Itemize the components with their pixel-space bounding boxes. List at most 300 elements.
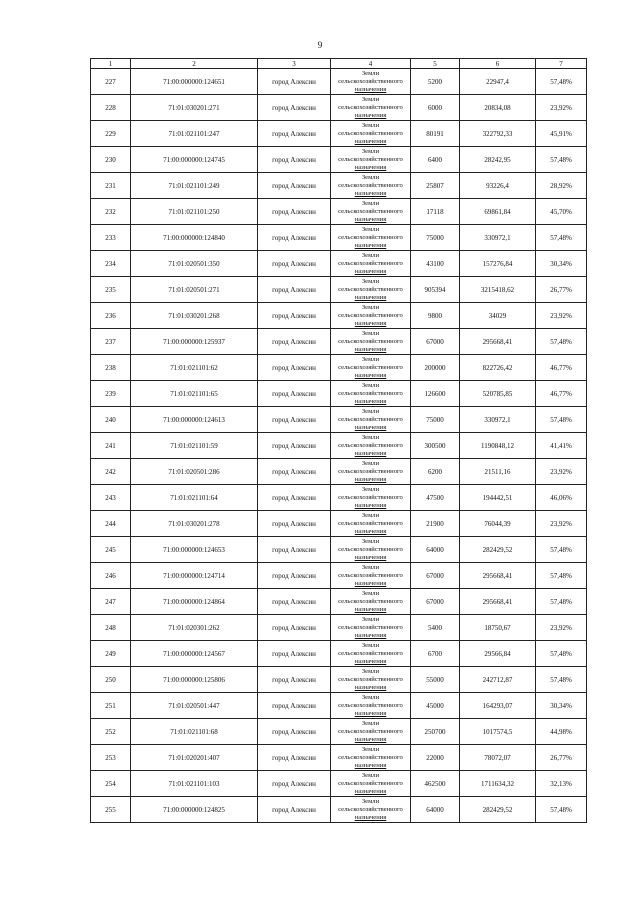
table-row	[91, 251, 587, 277]
purpose-line: Земли	[361, 147, 380, 155]
purpose-line: Земли	[361, 277, 380, 285]
purpose-line: назначения	[354, 657, 387, 665]
purpose-line: сельскохозяйственного	[338, 753, 403, 761]
cadastral-value-cell: 282429,52	[460, 797, 536, 823]
percent-cell: 46,06%	[536, 485, 587, 511]
cadastral-number-cell: 71:01:021101:62	[131, 355, 258, 381]
purpose-line: Земли	[361, 719, 380, 727]
cadastral-number-cell: 71:01:020501:447	[131, 693, 258, 719]
row-number-cell: 233	[91, 225, 131, 251]
cadastral-number-cell: 71:01:030201:278	[131, 511, 258, 537]
cadastral-number-cell: 71:01:030201:268	[131, 303, 258, 329]
cadastral-number-cell: 71:00:000000:125806	[131, 667, 258, 693]
row-number-cell: 243	[91, 485, 131, 511]
purpose-line: сельскохозяйственного	[338, 207, 403, 215]
purpose-cell	[331, 589, 411, 615]
location-cell: город Алексин	[258, 511, 331, 537]
row-number-cell: 227	[91, 69, 131, 95]
purpose-line: Земли	[361, 511, 380, 519]
purpose-line: Земли	[361, 355, 380, 363]
column-header: 6	[460, 59, 536, 69]
table-row	[91, 719, 587, 745]
purpose-line: Земли	[361, 745, 380, 753]
purpose-line: Земли	[361, 693, 380, 701]
table-row	[91, 667, 587, 693]
purpose-line: назначения	[354, 787, 387, 795]
purpose-line: Земли	[361, 563, 380, 571]
purpose-cell	[331, 459, 411, 485]
percent-cell: 46,77%	[536, 381, 587, 407]
purpose-line: Земли	[361, 303, 380, 311]
cadastral-value-cell: 1190848,12	[460, 433, 536, 459]
purpose-line: сельскохозяйственного	[338, 415, 403, 423]
cadastral-value-cell: 1711634,32	[460, 771, 536, 797]
location-cell: город Алексин	[258, 667, 331, 693]
purpose-cell	[331, 485, 411, 511]
purpose-line: сельскохозяйственного	[338, 363, 403, 371]
row-number-cell: 253	[91, 745, 131, 771]
purpose-cell	[331, 199, 411, 225]
cadastral-value-cell: 282429,52	[460, 537, 536, 563]
cadastral-number-cell: 71:01:021101:65	[131, 381, 258, 407]
percent-cell: 57,48%	[536, 225, 587, 251]
location-cell: город Алексин	[258, 95, 331, 121]
area-cell: 6400	[411, 147, 460, 173]
table-row	[91, 641, 587, 667]
row-number-cell: 239	[91, 381, 131, 407]
cadastral-value-cell: 78072,07	[460, 745, 536, 771]
area-cell: 75000	[411, 407, 460, 433]
purpose-cell	[331, 147, 411, 173]
location-cell: город Алексин	[258, 199, 331, 225]
purpose-cell	[331, 251, 411, 277]
area-cell: 5200	[411, 69, 460, 95]
percent-cell: 41,41%	[536, 433, 587, 459]
area-cell: 67000	[411, 329, 460, 355]
cadastral-number-cell: 71:00:000000:124651	[131, 69, 258, 95]
purpose-line: назначения	[354, 293, 387, 301]
percent-cell: 57,48%	[536, 589, 587, 615]
row-number-cell: 232	[91, 199, 131, 225]
row-number-cell: 254	[91, 771, 131, 797]
purpose-line: Земли	[361, 433, 380, 441]
purpose-line: сельскохозяйственного	[338, 805, 403, 813]
percent-cell: 57,48%	[536, 329, 587, 355]
cadastral-value-cell: 242712,87	[460, 667, 536, 693]
purpose-line: Земли	[361, 615, 380, 623]
row-number-cell: 228	[91, 95, 131, 121]
percent-cell: 57,48%	[536, 563, 587, 589]
purpose-line: назначения	[354, 683, 387, 691]
cadastral-number-cell: 71:01:021101:247	[131, 121, 258, 147]
purpose-cell	[331, 563, 411, 589]
cadastral-value-cell: 34029	[460, 303, 536, 329]
purpose-line: Земли	[361, 537, 380, 545]
purpose-cell	[331, 771, 411, 797]
percent-cell: 44,98%	[536, 719, 587, 745]
purpose-cell	[331, 225, 411, 251]
purpose-line: Земли	[361, 485, 380, 493]
location-cell: город Алексин	[258, 433, 331, 459]
cadastral-number-cell: 71:01:020201:407	[131, 745, 258, 771]
row-number-cell: 248	[91, 615, 131, 641]
location-cell: город Алексин	[258, 563, 331, 589]
column-header: 3	[258, 59, 331, 69]
table-row	[91, 745, 587, 771]
area-cell: 9800	[411, 303, 460, 329]
cadastral-number-cell: 71:01:020501:286	[131, 459, 258, 485]
cadastral-value-cell: 295668,41	[460, 329, 536, 355]
purpose-line: Земли	[361, 329, 380, 337]
table-row	[91, 693, 587, 719]
cadastral-value-cell: 157276,84	[460, 251, 536, 277]
purpose-line: назначения	[354, 813, 387, 821]
cadastral-value-cell: 29566,84	[460, 641, 536, 667]
percent-cell: 23,92%	[536, 615, 587, 641]
purpose-cell	[331, 537, 411, 563]
area-cell: 6000	[411, 95, 460, 121]
cadastral-value-cell: 3215418,62	[460, 277, 536, 303]
percent-cell: 57,48%	[536, 407, 587, 433]
row-number-cell: 241	[91, 433, 131, 459]
area-cell: 25807	[411, 173, 460, 199]
percent-cell: 57,48%	[536, 69, 587, 95]
area-cell: 300500	[411, 433, 460, 459]
column-header: 1	[91, 59, 131, 69]
row-number-cell: 252	[91, 719, 131, 745]
table-row	[91, 511, 587, 537]
row-number-cell: 245	[91, 537, 131, 563]
table-body	[91, 69, 587, 823]
purpose-line: Земли	[361, 381, 380, 389]
purpose-line: сельскохозяйственного	[338, 597, 403, 605]
purpose-cell	[331, 719, 411, 745]
row-number-cell: 235	[91, 277, 131, 303]
purpose-cell	[331, 329, 411, 355]
percent-cell: 57,48%	[536, 147, 587, 173]
purpose-cell	[331, 355, 411, 381]
percent-cell: 26,77%	[536, 277, 587, 303]
area-cell: 200000	[411, 355, 460, 381]
purpose-line: Земли	[361, 667, 380, 675]
cadastral-number-cell: 71:01:021101:59	[131, 433, 258, 459]
purpose-line: сельскохозяйственного	[338, 259, 403, 267]
cadastral-value-cell: 295668,41	[460, 589, 536, 615]
column-header: 7	[536, 59, 587, 69]
row-number-cell: 236	[91, 303, 131, 329]
purpose-line: назначения	[354, 449, 387, 457]
purpose-line: Земли	[361, 225, 380, 233]
purpose-cell	[331, 381, 411, 407]
purpose-line: Земли	[361, 121, 380, 129]
percent-cell: 45,70%	[536, 199, 587, 225]
row-number-cell: 255	[91, 797, 131, 823]
cadastral-number-cell: 71:01:021101:250	[131, 199, 258, 225]
purpose-line: Земли	[361, 173, 380, 181]
purpose-line: Земли	[361, 589, 380, 597]
column-header: 5	[411, 59, 460, 69]
table-row	[91, 459, 587, 485]
purpose-line: назначения	[354, 397, 387, 405]
purpose-line: сельскохозяйственного	[338, 155, 403, 163]
row-number-cell: 246	[91, 563, 131, 589]
cadastral-value-cell: 295668,41	[460, 563, 536, 589]
purpose-line: назначения	[354, 111, 387, 119]
table-row	[91, 485, 587, 511]
table-row	[91, 147, 587, 173]
row-number-cell: 250	[91, 667, 131, 693]
table-row	[91, 199, 587, 225]
cadastral-value-cell: 21511,16	[460, 459, 536, 485]
purpose-line: сельскохозяйственного	[338, 649, 403, 657]
purpose-line: сельскохозяйственного	[338, 519, 403, 527]
table-row	[91, 277, 587, 303]
location-cell: город Алексин	[258, 589, 331, 615]
cadastral-value-cell: 22947,4	[460, 69, 536, 95]
purpose-line: назначения	[354, 709, 387, 717]
purpose-cell	[331, 797, 411, 823]
location-cell: город Алексин	[258, 147, 331, 173]
purpose-line: назначения	[354, 345, 387, 353]
area-cell: 67000	[411, 589, 460, 615]
cadastral-number-cell: 71:00:000000:124613	[131, 407, 258, 433]
purpose-line: назначения	[354, 761, 387, 769]
purpose-line: сельскохозяйственного	[338, 103, 403, 111]
purpose-line: назначения	[354, 527, 387, 535]
cadastral-number-cell: 71:01:021101:103	[131, 771, 258, 797]
area-cell: 80191	[411, 121, 460, 147]
location-cell: город Алексин	[258, 797, 331, 823]
purpose-cell	[331, 693, 411, 719]
purpose-line: сельскохозяйственного	[338, 77, 403, 85]
purpose-line: назначения	[354, 631, 387, 639]
purpose-line: Земли	[361, 95, 380, 103]
location-cell: город Алексин	[258, 225, 331, 251]
row-number-cell: 249	[91, 641, 131, 667]
location-cell: город Алексин	[258, 771, 331, 797]
row-number-cell: 234	[91, 251, 131, 277]
purpose-line: сельскохозяйственного	[338, 389, 403, 397]
percent-cell: 46,77%	[536, 355, 587, 381]
location-cell: город Алексин	[258, 537, 331, 563]
purpose-cell	[331, 615, 411, 641]
location-cell: город Алексин	[258, 329, 331, 355]
location-cell: город Алексин	[258, 381, 331, 407]
table-row	[91, 95, 587, 121]
purpose-line: назначения	[354, 501, 387, 509]
cadastral-number-cell: 71:01:030201:271	[131, 95, 258, 121]
purpose-line: сельскохозяйственного	[338, 233, 403, 241]
row-number-cell: 240	[91, 407, 131, 433]
area-cell: 6200	[411, 459, 460, 485]
purpose-line: сельскохозяйственного	[338, 467, 403, 475]
purpose-cell	[331, 667, 411, 693]
table-row	[91, 433, 587, 459]
land-plots-table	[90, 58, 587, 823]
purpose-cell	[331, 433, 411, 459]
purpose-cell	[331, 69, 411, 95]
row-number-cell: 247	[91, 589, 131, 615]
location-cell: город Алексин	[258, 459, 331, 485]
percent-cell: 57,48%	[536, 797, 587, 823]
area-cell: 462500	[411, 771, 460, 797]
area-cell: 47500	[411, 485, 460, 511]
purpose-cell	[331, 95, 411, 121]
table-row	[91, 121, 587, 147]
purpose-line: сельскохозяйственного	[338, 545, 403, 553]
location-cell: город Алексин	[258, 303, 331, 329]
purpose-line: сельскохозяйственного	[338, 675, 403, 683]
row-number-cell: 251	[91, 693, 131, 719]
cadastral-number-cell: 71:00:000000:124567	[131, 641, 258, 667]
percent-cell: 30,34%	[536, 251, 587, 277]
location-cell: город Алексин	[258, 121, 331, 147]
cadastral-number-cell: 71:00:000000:124653	[131, 537, 258, 563]
cadastral-value-cell: 18750,67	[460, 615, 536, 641]
purpose-line: Земли	[361, 251, 380, 259]
purpose-line: Земли	[361, 797, 380, 805]
location-cell: город Алексин	[258, 407, 331, 433]
column-header: 4	[331, 59, 411, 69]
cadastral-number-cell: 71:00:000000:124745	[131, 147, 258, 173]
cadastral-value-cell: 822726,42	[460, 355, 536, 381]
cadastral-value-cell: 330972,1	[460, 225, 536, 251]
location-cell: город Алексин	[258, 173, 331, 199]
purpose-cell	[331, 641, 411, 667]
row-number-cell: 238	[91, 355, 131, 381]
percent-cell: 28,92%	[536, 173, 587, 199]
percent-cell: 23,92%	[536, 511, 587, 537]
percent-cell: 26,77%	[536, 745, 587, 771]
area-cell: 17118	[411, 199, 460, 225]
cadastral-number-cell: 71:01:021101:68	[131, 719, 258, 745]
purpose-line: назначения	[354, 371, 387, 379]
purpose-line: сельскохозяйственного	[338, 337, 403, 345]
purpose-cell	[331, 511, 411, 537]
cadastral-value-cell: 69861,84	[460, 199, 536, 225]
row-number-cell: 229	[91, 121, 131, 147]
cadastral-number-cell: 71:01:020501:350	[131, 251, 258, 277]
area-cell: 43100	[411, 251, 460, 277]
location-cell: город Алексин	[258, 251, 331, 277]
area-cell: 22000	[411, 745, 460, 771]
purpose-line: назначения	[354, 553, 387, 561]
purpose-line: назначения	[354, 423, 387, 431]
purpose-line: назначения	[354, 189, 387, 197]
cadastral-value-cell: 93226,4	[460, 173, 536, 199]
table-row	[91, 797, 587, 823]
table-row	[91, 225, 587, 251]
purpose-line: назначения	[354, 605, 387, 613]
cadastral-number-cell: 71:00:000000:124714	[131, 563, 258, 589]
location-cell: город Алексин	[258, 485, 331, 511]
location-cell: город Алексин	[258, 355, 331, 381]
cadastral-value-cell: 330972,1	[460, 407, 536, 433]
purpose-line: назначения	[354, 267, 387, 275]
percent-cell: 45,91%	[536, 121, 587, 147]
purpose-line: назначения	[354, 241, 387, 249]
purpose-line: назначения	[354, 163, 387, 171]
percent-cell: 32,13%	[536, 771, 587, 797]
location-cell: город Алексин	[258, 693, 331, 719]
cadastral-number-cell: 71:01:021101:249	[131, 173, 258, 199]
table-row	[91, 589, 587, 615]
purpose-line: сельскохозяйственного	[338, 181, 403, 189]
area-cell: 250700	[411, 719, 460, 745]
cadastral-number-cell: 71:01:020301:262	[131, 615, 258, 641]
percent-cell: 57,48%	[536, 667, 587, 693]
purpose-line: назначения	[354, 85, 387, 93]
table-row	[91, 407, 587, 433]
purpose-cell	[331, 745, 411, 771]
area-cell: 64000	[411, 537, 460, 563]
table-row	[91, 381, 587, 407]
location-cell: город Алексин	[258, 745, 331, 771]
table-row	[91, 537, 587, 563]
purpose-line: Земли	[361, 459, 380, 467]
table-row	[91, 69, 587, 95]
header-row	[91, 59, 587, 69]
cadastral-value-cell: 164293,07	[460, 693, 536, 719]
table-row	[91, 355, 587, 381]
purpose-cell	[331, 173, 411, 199]
purpose-cell	[331, 121, 411, 147]
cadastral-value-cell: 76044,39	[460, 511, 536, 537]
table-row	[91, 771, 587, 797]
area-cell: 126600	[411, 381, 460, 407]
purpose-line: сельскохозяйственного	[338, 779, 403, 787]
cadastral-value-cell: 20834,08	[460, 95, 536, 121]
percent-cell: 23,92%	[536, 459, 587, 485]
row-number-cell: 242	[91, 459, 131, 485]
purpose-cell	[331, 303, 411, 329]
location-cell: город Алексин	[258, 615, 331, 641]
cadastral-number-cell: 71:01:020501:271	[131, 277, 258, 303]
purpose-line: сельскохозяйственного	[338, 623, 403, 631]
location-cell: город Алексин	[258, 277, 331, 303]
row-number-cell: 237	[91, 329, 131, 355]
purpose-line: назначения	[354, 579, 387, 587]
cadastral-value-cell: 1017574,5	[460, 719, 536, 745]
row-number-cell: 230	[91, 147, 131, 173]
percent-cell: 30,34%	[536, 693, 587, 719]
purpose-line: Земли	[361, 199, 380, 207]
purpose-line: назначения	[354, 735, 387, 743]
percent-cell: 23,92%	[536, 95, 587, 121]
cadastral-number-cell: 71:00:000000:124825	[131, 797, 258, 823]
purpose-line: Земли	[361, 771, 380, 779]
area-cell: 55000	[411, 667, 460, 693]
percent-cell: 57,48%	[536, 641, 587, 667]
purpose-line: назначения	[354, 475, 387, 483]
cadastral-number-cell: 71:00:000000:125937	[131, 329, 258, 355]
area-cell: 64000	[411, 797, 460, 823]
cadastral-value-cell: 28242,95	[460, 147, 536, 173]
table-row	[91, 563, 587, 589]
cadastral-number-cell: 71:00:000000:124840	[131, 225, 258, 251]
purpose-cell	[331, 407, 411, 433]
area-cell: 75000	[411, 225, 460, 251]
purpose-line: назначения	[354, 319, 387, 327]
purpose-line: сельскохозяйственного	[338, 701, 403, 709]
cadastral-value-cell: 520785,85	[460, 381, 536, 407]
area-cell: 21900	[411, 511, 460, 537]
table-row	[91, 329, 587, 355]
location-cell: город Алексин	[258, 719, 331, 745]
area-cell: 6700	[411, 641, 460, 667]
area-cell: 67000	[411, 563, 460, 589]
percent-cell: 23,92%	[536, 303, 587, 329]
